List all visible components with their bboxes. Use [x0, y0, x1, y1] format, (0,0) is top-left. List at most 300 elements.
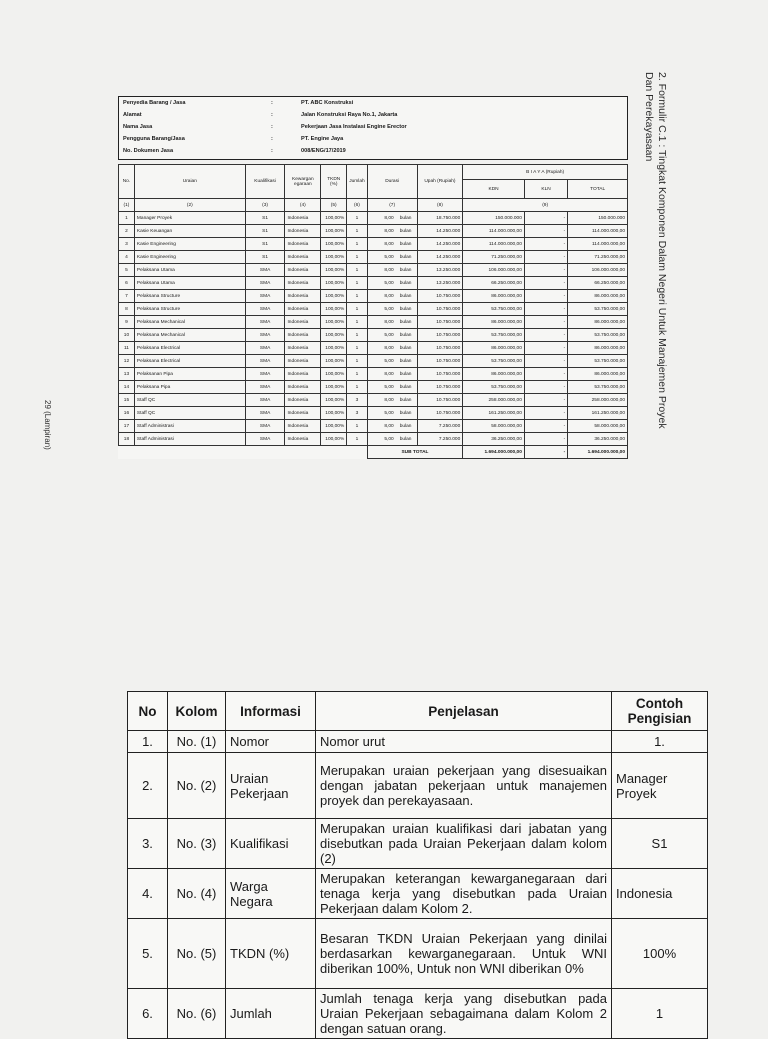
row-kewarganegaraan: Indonesia — [285, 394, 321, 407]
legend-penjelasan: Besaran TKDN Uraian Pekerjaan yang dinilai berdasarkan kewarganegaraan. Untuk WNI diberikan 100%, Untuk non WNI diberikan 0% — [316, 919, 612, 989]
row-jumlah: 1 — [347, 264, 367, 277]
header-uraian: Uraian — [134, 165, 245, 199]
row-kewarganegaraan: Indonesia — [285, 251, 321, 264]
row-kln: - — [524, 264, 567, 277]
legend-row — [128, 869, 708, 919]
row-durasi — [367, 381, 417, 394]
row-durasi-unit: bulan — [399, 345, 412, 351]
row-uraian: Pelaksana Utama — [134, 264, 245, 277]
row-kewarganegaraan: Indonesia — [285, 238, 321, 251]
row-jumlah: 3 — [347, 394, 367, 407]
row-kln: - — [524, 316, 567, 329]
subtotal-label: SUB TOTAL — [367, 446, 463, 459]
cost-row — [119, 368, 628, 381]
legend-informasi: Kualifikasi — [226, 819, 316, 869]
row-upah: 10.750.000 — [417, 303, 463, 316]
cost-row — [119, 238, 628, 251]
row-uraian: Kasie Engineering — [134, 238, 245, 251]
cost-row — [119, 355, 628, 368]
row-kewarganegaraan: Indonesia — [285, 303, 321, 316]
legend-kolom: No. (2) — [168, 753, 226, 819]
row-kdn: 86.000.000,00 — [463, 290, 525, 303]
row-tkdn: 100,00% — [321, 212, 347, 225]
row-no: 5 — [119, 264, 135, 277]
cost-row — [119, 290, 628, 303]
row-durasi — [367, 303, 417, 316]
row-durasi-unit: bulan — [399, 267, 412, 273]
legend-informasi: Nomor — [226, 731, 316, 753]
row-kualifikasi: S1 — [245, 251, 285, 264]
row-no: 14 — [119, 381, 135, 394]
row-uraian: Staff Administrasi — [134, 433, 245, 446]
row-durasi-value: 8,00 — [384, 293, 394, 299]
row-uraian: Pelaksanan Pipa — [134, 368, 245, 381]
row-durasi-unit: bulan — [399, 397, 412, 403]
row-durasi-value: 8,00 — [384, 423, 394, 429]
row-total: 114.000.000,00 — [568, 225, 628, 238]
row-kln: - — [524, 329, 567, 342]
row-uraian: Pelaksana Electrical — [134, 342, 245, 355]
row-durasi-unit: bulan — [399, 371, 412, 377]
row-tkdn: 100,00% — [321, 355, 347, 368]
legend-no: 3. — [128, 819, 168, 869]
header-total: TOTAL — [568, 180, 628, 199]
row-durasi-value: 8,00 — [384, 319, 394, 325]
legend-contoh: S1 — [612, 819, 708, 869]
legend-penjelasan: Merupakan uraian kualifikasi dari jabatan yang disebutkan pada Uraian Pekerjaan dalam kolom (2) — [316, 819, 612, 869]
row-durasi-value: 5,00 — [384, 306, 394, 312]
info-value: Jalan Konstruksi Raya No.1, Jakarta — [301, 112, 398, 118]
row-kualifikasi: SMA — [245, 277, 285, 290]
row-kln: - — [524, 225, 567, 238]
row-no: 8 — [119, 303, 135, 316]
row-kdn: 71.250.000,00 — [463, 251, 525, 264]
row-kdn: 66.250.000,00 — [463, 277, 525, 290]
row-kln: - — [524, 407, 567, 420]
row-no: 16 — [119, 407, 135, 420]
row-durasi-unit: bulan — [399, 384, 412, 390]
row-kln: - — [524, 368, 567, 381]
col-number: (2) — [134, 199, 245, 212]
row-uraian: Pelaksana Electrical — [134, 355, 245, 368]
row-jumlah: 1 — [347, 381, 367, 394]
info-colon: : — [271, 112, 273, 118]
row-total: 106.000.000,00 — [568, 264, 628, 277]
row-kln: - — [524, 303, 567, 316]
row-upah: 10.750.000 — [417, 355, 463, 368]
col-number: (7) — [367, 199, 417, 212]
cost-row — [119, 342, 628, 355]
cost-row — [119, 394, 628, 407]
row-kdn: 150.000.000 — [463, 212, 525, 225]
row-no: 3 — [119, 238, 135, 251]
row-total: 86.000.000,00 — [568, 290, 628, 303]
row-kdn: 53.750.000,00 — [463, 355, 525, 368]
row-upah: 14.250.000 — [417, 238, 463, 251]
legend-no: 4. — [128, 869, 168, 919]
row-jumlah: 1 — [347, 433, 367, 446]
row-tkdn: 100,00% — [321, 381, 347, 394]
row-total: 58.000.000,00 — [568, 420, 628, 433]
row-total: 53.750.000,00 — [568, 329, 628, 342]
info-value: PT. Engine Jaya — [301, 136, 344, 142]
row-kln: - — [524, 238, 567, 251]
row-kualifikasi: SMA — [245, 355, 285, 368]
row-uraian: Pelaksana Structure — [134, 303, 245, 316]
cost-row — [119, 212, 628, 225]
subtotal-total: 1.694.000.000,00 — [568, 446, 628, 459]
legend-contoh: Manager Proyek — [612, 753, 708, 819]
row-durasi — [367, 420, 417, 433]
header-no: No. — [119, 165, 135, 199]
cost-row — [119, 251, 628, 264]
legend-informasi: Warga Negara — [226, 869, 316, 919]
row-total: 161.250.000,00 — [568, 407, 628, 420]
row-kdn: 86.000.000,00 — [463, 342, 525, 355]
legend-header-no: No — [128, 692, 168, 731]
row-jumlah: 1 — [347, 316, 367, 329]
row-total: 86.000.000,00 — [568, 342, 628, 355]
row-upah: 10.750.000 — [417, 342, 463, 355]
row-total: 53.750.000,00 — [568, 355, 628, 368]
row-no: 7 — [119, 290, 135, 303]
row-tkdn: 100,00% — [321, 225, 347, 238]
row-kewarganegaraan: Indonesia — [285, 212, 321, 225]
row-jumlah: 1 — [347, 225, 367, 238]
info-label: No. Dokumen Jasa — [123, 148, 174, 154]
info-label: Alamat — [123, 112, 142, 118]
legend-penjelasan: Jumlah tenaga kerja yang disebutkan pada Uraian Pekerjaan sebagaimana dalam Kolom 2 dengan satuan orang. — [316, 989, 612, 1039]
legend-table-wrap — [127, 691, 708, 1039]
row-durasi-value: 5,00 — [384, 410, 394, 416]
info-row — [123, 112, 601, 122]
info-box — [118, 96, 628, 160]
row-jumlah: 1 — [347, 277, 367, 290]
row-durasi — [367, 368, 417, 381]
col-number: (3) — [245, 199, 285, 212]
row-kdn: 161.250.000,00 — [463, 407, 525, 420]
info-label: Penyedia Barang / Jasa — [123, 100, 186, 106]
row-kln: - — [524, 342, 567, 355]
row-no: 15 — [119, 394, 135, 407]
row-durasi — [367, 238, 417, 251]
legend-no: 6. — [128, 989, 168, 1039]
row-durasi-unit: bulan — [399, 332, 412, 338]
row-kualifikasi: SMA — [245, 290, 285, 303]
row-durasi-value: 5,00 — [384, 436, 394, 442]
row-durasi-value: 5,00 — [384, 332, 394, 338]
row-jumlah: 1 — [347, 303, 367, 316]
row-upah: 10.750.000 — [417, 329, 463, 342]
biaya-table — [118, 164, 628, 459]
row-durasi-value: 8,00 — [384, 267, 394, 273]
header-upah: Upah (Rupiah) — [417, 165, 463, 199]
info-colon: : — [271, 124, 273, 130]
row-no: 6 — [119, 277, 135, 290]
row-durasi — [367, 433, 417, 446]
row-kualifikasi: SMA — [245, 316, 285, 329]
row-uraian: Kasie Keuangan — [134, 225, 245, 238]
row-durasi — [367, 329, 417, 342]
row-total: 86.000.000,00 — [568, 316, 628, 329]
legend-row — [128, 819, 708, 869]
cost-row — [119, 277, 628, 290]
info-row — [123, 136, 601, 146]
row-jumlah: 1 — [347, 329, 367, 342]
row-total: 86.000.000,00 — [568, 368, 628, 381]
row-tkdn: 100,00% — [321, 277, 347, 290]
row-kdn: 114.000.000,00 — [463, 225, 525, 238]
legend-informasi: Jumlah — [226, 989, 316, 1039]
row-kln: - — [524, 420, 567, 433]
row-durasi — [367, 316, 417, 329]
row-uraian: Staff QC — [134, 407, 245, 420]
row-kualifikasi: SMA — [245, 342, 285, 355]
row-total: 71.250.000,00 — [568, 251, 628, 264]
header-biaya: B I A Y A (Rupiah) — [463, 165, 628, 180]
info-value: 008/ENG/17/2019 — [301, 148, 346, 154]
info-row — [123, 124, 601, 134]
row-durasi-unit: bulan — [399, 410, 412, 416]
row-jumlah: 3 — [347, 407, 367, 420]
cost-row — [119, 407, 628, 420]
row-upah: 10.750.000 — [417, 316, 463, 329]
row-upah: 18.750.000 — [417, 212, 463, 225]
header-tkdn: TKDN (%) — [321, 165, 347, 199]
legend-no: 5. — [128, 919, 168, 989]
row-no: 2 — [119, 225, 135, 238]
row-jumlah: 1 — [347, 290, 367, 303]
row-tkdn: 100,00% — [321, 238, 347, 251]
row-total: 53.750.000,00 — [568, 381, 628, 394]
legend-row — [128, 753, 708, 819]
row-kewarganegaraan: Indonesia — [285, 290, 321, 303]
tkdn-form — [118, 96, 628, 459]
row-upah: 7.250.000 — [417, 433, 463, 446]
row-kualifikasi: SMA — [245, 329, 285, 342]
legend-no: 2. — [128, 753, 168, 819]
row-no: 18 — [119, 433, 135, 446]
header-kewarganegaraan: Kewargan egaraan — [285, 165, 321, 199]
subtotal-kdn: 1.694.000.000,00 — [463, 446, 525, 459]
row-total: 114.000.000,00 — [568, 238, 628, 251]
row-kln: - — [524, 394, 567, 407]
legend-header-penjelasan: Penjelasan — [316, 692, 612, 731]
row-kdn: 36.250.000,00 — [463, 433, 525, 446]
row-kdn: 53.750.000,00 — [463, 303, 525, 316]
legend-contoh: 100% — [612, 919, 708, 989]
row-durasi-unit: bulan — [399, 436, 412, 442]
row-durasi-value: 8,00 — [384, 215, 394, 221]
row-jumlah: 1 — [347, 212, 367, 225]
row-kualifikasi: SMA — [245, 264, 285, 277]
legend-kolom: No. (3) — [168, 819, 226, 869]
row-kln: - — [524, 277, 567, 290]
row-durasi — [367, 212, 417, 225]
row-kualifikasi: SMA — [245, 420, 285, 433]
legend-penjelasan: Nomor urut — [316, 731, 612, 753]
row-kewarganegaraan: Indonesia — [285, 355, 321, 368]
row-jumlah: 1 — [347, 355, 367, 368]
row-durasi-unit: bulan — [399, 423, 412, 429]
row-durasi-unit: bulan — [399, 358, 412, 364]
row-kualifikasi: SMA — [245, 368, 285, 381]
row-uraian: Pelaksana Structure — [134, 290, 245, 303]
row-total: 258.000.000,00 — [568, 394, 628, 407]
row-upah: 7.250.000 — [417, 420, 463, 433]
col-number: (6) — [347, 199, 367, 212]
row-kdn: 86.000.000,00 — [463, 368, 525, 381]
row-kewarganegaraan: Indonesia — [285, 264, 321, 277]
row-durasi — [367, 407, 417, 420]
col-number: (1) — [119, 199, 135, 212]
row-durasi-value: 5,00 — [384, 254, 394, 260]
row-upah: 10.750.000 — [417, 290, 463, 303]
cost-row — [119, 225, 628, 238]
row-durasi-value: 8,00 — [384, 228, 394, 234]
cost-row — [119, 329, 628, 342]
form-title: 2. Formulir C.1 : Tingkat Komponen Dalam Negeri Untuk Manajemen Proyek Dan Perekayasaan — [643, 72, 668, 429]
row-no: 4 — [119, 251, 135, 264]
row-no: 9 — [119, 316, 135, 329]
legend-kolom: No. (5) — [168, 919, 226, 989]
row-jumlah: 1 — [347, 251, 367, 264]
legend-informasi: Uraian Pekerjaan — [226, 753, 316, 819]
row-no: 1 — [119, 212, 135, 225]
info-label: Pengguna Barang/Jasa — [123, 136, 185, 142]
row-kln: - — [524, 433, 567, 446]
row-durasi-value: 8,00 — [384, 345, 394, 351]
row-uraian: Pelaksana Pipa — [134, 381, 245, 394]
row-tkdn: 100,00% — [321, 251, 347, 264]
row-kewarganegaraan: Indonesia — [285, 368, 321, 381]
row-upah: 14.250.000 — [417, 251, 463, 264]
row-uraian: Pelaksana Utama — [134, 277, 245, 290]
row-kualifikasi: SMA — [245, 394, 285, 407]
row-uraian: Staff Administrasi — [134, 420, 245, 433]
row-durasi-unit: bulan — [399, 280, 412, 286]
row-durasi — [367, 277, 417, 290]
row-kualifikasi: S1 — [245, 212, 285, 225]
legend-header-kolom: Kolom — [168, 692, 226, 731]
row-uraian: Pelaksana Mechanical — [134, 316, 245, 329]
col-number: (4) — [285, 199, 321, 212]
col-number: (8) — [417, 199, 463, 212]
row-jumlah: 1 — [347, 368, 367, 381]
row-kdn: 53.750.000,00 — [463, 329, 525, 342]
legend-row — [128, 731, 708, 753]
row-kualifikasi: SMA — [245, 433, 285, 446]
row-tkdn: 100,00% — [321, 303, 347, 316]
row-jumlah: 1 — [347, 420, 367, 433]
cost-row — [119, 381, 628, 394]
row-kdn: 258.000.000,00 — [463, 394, 525, 407]
row-durasi-unit: bulan — [399, 319, 412, 325]
header-jumlah: Jumlah — [347, 165, 367, 199]
row-durasi — [367, 290, 417, 303]
row-kln: - — [524, 290, 567, 303]
legend-row — [128, 989, 708, 1039]
row-kdn: 58.000.000,00 — [463, 420, 525, 433]
row-kualifikasi: SMA — [245, 303, 285, 316]
row-tkdn: 100,00% — [321, 329, 347, 342]
info-value: PT. ABC Konstruksi — [301, 100, 354, 106]
row-tkdn: 100,00% — [321, 407, 347, 420]
row-kln: - — [524, 355, 567, 368]
legend-table — [127, 691, 708, 1039]
row-jumlah: 1 — [347, 342, 367, 355]
row-tkdn: 100,00% — [321, 342, 347, 355]
row-durasi — [367, 251, 417, 264]
row-upah: 10.750.000 — [417, 381, 463, 394]
subtotal-kln: - — [524, 446, 567, 459]
info-row — [123, 148, 601, 158]
row-upah: 13.250.000 — [417, 277, 463, 290]
row-tkdn: 100,00% — [321, 264, 347, 277]
row-durasi-unit: bulan — [399, 306, 412, 312]
legend-kolom: No. (1) — [168, 731, 226, 753]
row-kewarganegaraan: Indonesia — [285, 381, 321, 394]
legend-kolom: No. (4) — [168, 869, 226, 919]
legend-penjelasan: Merupakan uraian pekerjaan yang disesuaikan dengan jabatan pekerjaan untuk manajemen proyek dan perekayasaan. — [316, 753, 612, 819]
row-durasi-value: 5,00 — [384, 280, 394, 286]
row-kln: - — [524, 381, 567, 394]
row-no: 12 — [119, 355, 135, 368]
row-kualifikasi: S1 — [245, 225, 285, 238]
row-tkdn: 100,00% — [321, 433, 347, 446]
row-durasi — [367, 264, 417, 277]
col-number: (5) — [321, 199, 347, 212]
row-kualifikasi: SMA — [245, 381, 285, 394]
row-tkdn: 100,00% — [321, 394, 347, 407]
row-durasi-value: 5,00 — [384, 384, 394, 390]
row-kewarganegaraan: Indonesia — [285, 420, 321, 433]
row-no: 10 — [119, 329, 135, 342]
row-upah: 10.750.000 — [417, 394, 463, 407]
cost-row — [119, 303, 628, 316]
info-colon: : — [271, 148, 273, 154]
row-durasi-value: 5,00 — [384, 358, 394, 364]
row-uraian: Kasie Engineering — [134, 251, 245, 264]
row-kln: - — [524, 212, 567, 225]
row-tkdn: 100,00% — [321, 316, 347, 329]
row-kdn: 106.000.000,00 — [463, 264, 525, 277]
row-total: 66.250.000,00 — [568, 277, 628, 290]
row-durasi — [367, 342, 417, 355]
row-kewarganegaraan: Indonesia — [285, 342, 321, 355]
biaya-rows — [119, 212, 628, 446]
row-durasi — [367, 225, 417, 238]
legend-contoh: Indonesia — [612, 869, 708, 919]
legend-informasi: TKDN (%) — [226, 919, 316, 989]
row-kewarganegaraan: Indonesia — [285, 225, 321, 238]
row-total: 36.250.000,00 — [568, 433, 628, 446]
info-colon: : — [271, 100, 273, 106]
header-kdn: KDN — [463, 180, 525, 199]
row-jumlah: 1 — [347, 238, 367, 251]
row-kewarganegaraan: Indonesia — [285, 407, 321, 420]
info-colon: : — [271, 136, 273, 142]
row-durasi-unit: bulan — [399, 254, 412, 260]
row-durasi — [367, 394, 417, 407]
cost-row — [119, 316, 628, 329]
row-uraian: Manager Proyek — [134, 212, 245, 225]
row-tkdn: 100,00% — [321, 420, 347, 433]
row-kewarganegaraan: Indonesia — [285, 329, 321, 342]
row-kewarganegaraan: Indonesia — [285, 433, 321, 446]
row-tkdn: 100,00% — [321, 290, 347, 303]
row-no: 17 — [119, 420, 135, 433]
